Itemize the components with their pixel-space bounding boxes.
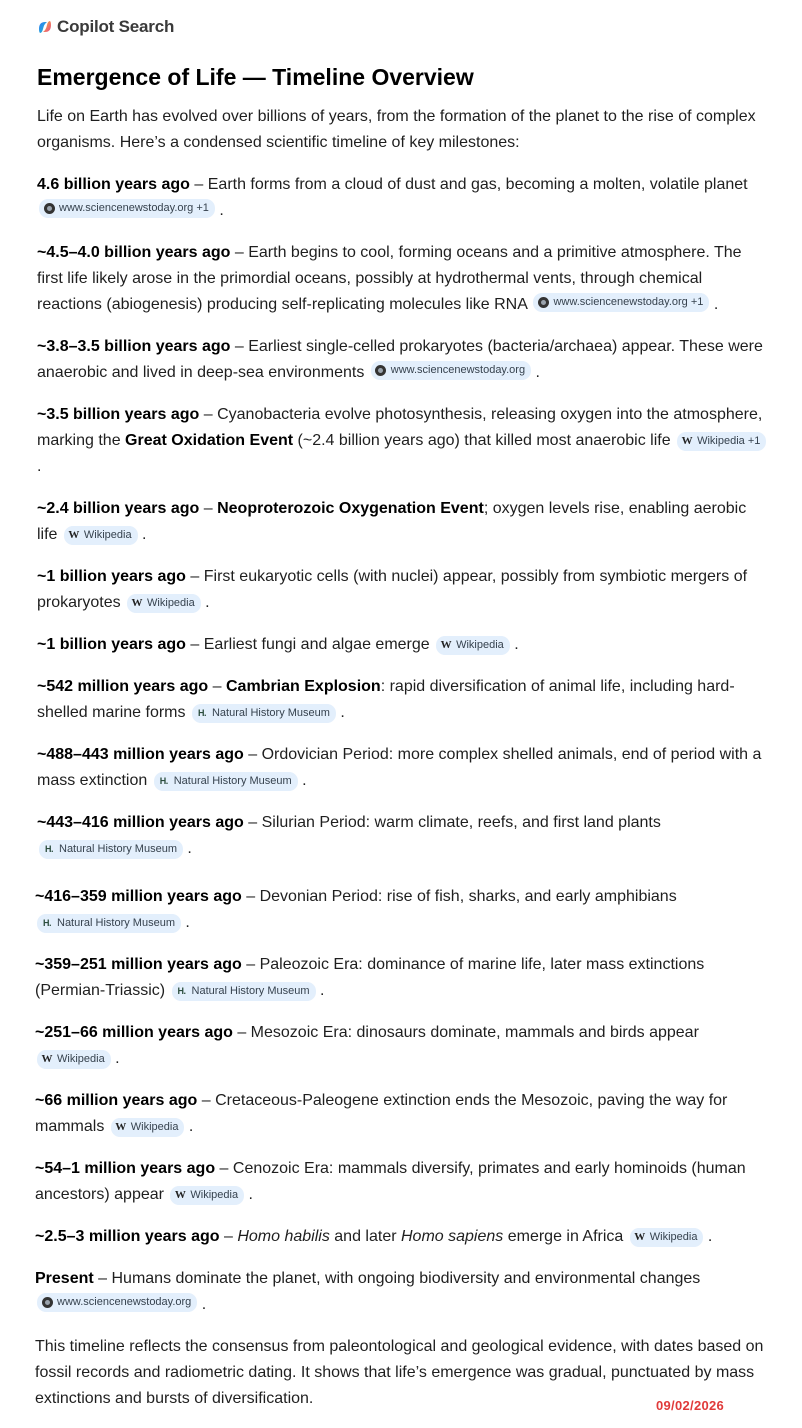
entry-time: ~359–251 million years ago: [35, 956, 242, 973]
wikipedia-icon: W: [440, 639, 452, 651]
citation-label: Wikipedia +1: [697, 435, 761, 447]
entry-text: .: [509, 636, 519, 653]
timeline-entry: [37, 496, 767, 548]
wikipedia-icon: W: [131, 597, 143, 609]
entry-text: ; oxygen levels rise, enabling aerobic life: [37, 500, 747, 543]
entry-time: ~488–443 million years ago: [37, 746, 244, 763]
entry-text: –: [208, 678, 226, 695]
entry-text: emerge in Africa: [503, 1228, 628, 1245]
citation-link[interactable]: [154, 772, 298, 791]
citation-label: Natural History Museum: [191, 985, 310, 997]
citation-link[interactable]: [39, 199, 215, 218]
entry-text: .: [184, 1118, 194, 1135]
citation-link[interactable]: [127, 594, 201, 613]
entry-time: ~2.5–3 million years ago: [35, 1228, 220, 1245]
entry-text: – Earth begins to cool, forming oceans and a primitive atmosphere. The first life likely arose in the primordial oceans, possibly at hydrothermal vents, through chemical reactions (abiogenesis) producing self-replicating molecules like RNA: [37, 244, 742, 313]
entry-text: – Mesozoic Era: dinosaurs dominate, mammals and birds appear: [232, 1024, 699, 1041]
entry-text: .: [182, 840, 192, 857]
entry-text: .: [315, 982, 325, 999]
timeline-entry: [37, 240, 767, 318]
sciencenews-icon: [375, 365, 387, 377]
date-stamp: 09/02/2026: [656, 1398, 725, 1413]
entry-text: and later: [329, 1228, 401, 1245]
timeline-entry: [37, 674, 767, 726]
citation-label: Wikipedia: [649, 1231, 698, 1243]
citation-label: Natural History Museum: [173, 775, 292, 787]
timeline-entry: [35, 952, 765, 1004]
entry-emphasis: Cambrian Explosion: [226, 678, 381, 695]
entry-text: (~2.4 billion years ago) that killed most anaerobic life: [293, 432, 676, 449]
entry-time: ~54–1 million years ago: [35, 1160, 216, 1177]
entry-emphasis: Neoproterozoic Oxygenation Event: [217, 500, 484, 517]
entry-time: ~443–416 million years ago: [37, 814, 244, 831]
entry-text: .: [180, 914, 190, 931]
entry-text: .: [709, 296, 719, 313]
copilot-logo-icon: [37, 19, 53, 35]
citation-label: Wikipedia: [83, 529, 132, 541]
entry-text: .: [197, 1296, 207, 1313]
citation-label: Natural History Museum: [57, 917, 175, 929]
nhm-icon: H.: [43, 918, 51, 928]
wikipedia-icon: W: [634, 1231, 646, 1243]
citation-label: Wikipedia: [190, 1189, 239, 1201]
entry-time: ~542 million years ago: [37, 678, 209, 695]
entry-text: –: [219, 1228, 238, 1245]
citation-label: Wikipedia: [456, 639, 504, 651]
citation-label: www.sciencenewstoday.org: [390, 364, 526, 376]
timeline-entry: [37, 334, 767, 386]
citation-link[interactable]: [37, 1293, 197, 1312]
entry-text: .: [110, 1050, 120, 1067]
citation-label: Wikipedia: [57, 1053, 105, 1065]
entry-text: – Silurian Period: warm climate, reefs, and first land plants: [243, 814, 661, 831]
page-title: Emergence of Life — Timeline Overview: [37, 64, 474, 90]
citation-link[interactable]: [371, 361, 531, 380]
entry-time: ~2.4 billion years ago: [37, 500, 200, 517]
citation-label: Natural History Museum: [59, 843, 177, 855]
nhm-icon: H.: [159, 776, 168, 786]
citation-label: www.sciencenewstoday.org +1: [59, 202, 209, 214]
conclusion-paragraph: This timeline reflects the consensus from paleontological and geological evidence, with dates based on fossil records and radiometric dating. It shows that life’s emergence was gradual, punctuated by mass extinctions and bursts of diversification.: [35, 1338, 764, 1407]
entry-species-name: Homo habilis: [237, 1228, 330, 1245]
entry-text: – Cyanobacteria evolve photosynthesis, releasing oxygen into the atmosphere, marking the: [37, 406, 763, 449]
citation-link[interactable]: [630, 1228, 704, 1247]
wikipedia-icon: W: [41, 1053, 53, 1065]
citation-link[interactable]: [533, 293, 709, 312]
citation-link[interactable]: [172, 982, 316, 1001]
entry-time: ~251–66 million years ago: [35, 1024, 233, 1041]
citation-label: www.sciencenewstoday.org +1: [553, 296, 704, 308]
entry-text: – Earth forms from a cloud of dust and gas, becoming a molten, volatile planet: [189, 176, 748, 193]
timeline-entry: [37, 632, 767, 658]
entry-text: – Earliest single-celled prokaryotes (bacteria/archaea) appear. These were anaerobic and lived in deep-sea environments: [37, 338, 763, 381]
timeline-entry: [35, 1266, 765, 1318]
entry-text: – Ordovician Period: more complex shelled animals, end of period with a mass extinction: [37, 746, 762, 789]
entry-text: : rapid diversification of animal life, including hard-shelled marine forms: [37, 678, 735, 721]
citation-label: Natural History Museum: [211, 707, 330, 719]
entry-time: Present: [35, 1270, 94, 1287]
timeline-entry: [35, 1156, 765, 1208]
citation-link[interactable]: [39, 840, 183, 859]
citation-link[interactable]: [64, 526, 138, 545]
app-brand: Copilot Search: [57, 17, 175, 36]
citation-link[interactable]: [37, 1050, 111, 1069]
entry-text: – Devonian Period: rise of fish, sharks, and early amphibians: [241, 888, 677, 905]
entry-time: ~416–359 million years ago: [35, 888, 242, 905]
nhm-icon: H.: [177, 986, 186, 996]
entry-time: ~3.5 billion years ago: [37, 406, 200, 423]
citation-link[interactable]: [111, 1118, 185, 1137]
citation-link[interactable]: [192, 704, 336, 723]
citation-label: www.sciencenewstoday.org: [57, 1296, 192, 1308]
entry-text: .: [137, 526, 147, 543]
wikipedia-icon: W: [174, 1189, 186, 1201]
citation-link[interactable]: [677, 432, 766, 451]
entry-emphasis: Great Oxidation Event: [125, 432, 294, 449]
entry-text: – Cenozoic Era: mammals diversify, primates and early hominoids (human ancestors) appear: [35, 1160, 746, 1203]
entry-text: .: [214, 202, 224, 219]
timeline-entry: [35, 1224, 765, 1250]
entry-text: .: [200, 594, 210, 611]
sciencenews-icon: [537, 297, 549, 309]
citation-label: Wikipedia: [130, 1121, 179, 1133]
timeline-entry: [37, 810, 767, 862]
entry-time: 4.6 billion years ago: [37, 176, 190, 193]
entry-time: ~3.8–3.5 billion years ago: [37, 338, 231, 355]
intro-paragraph: Life on Earth has evolved over billions of years, from the formation of the planet to the rise of complex organisms. Here’s a condensed scientific timeline of key milestones:: [37, 108, 756, 151]
wikipedia-icon: W: [681, 435, 693, 447]
timeline-entry: [37, 742, 767, 794]
entry-text: – First eukaryotic cells (with nuclei) appear, possibly from symbiotic mergers of prokaryotes: [37, 568, 748, 611]
entry-text: .: [37, 458, 42, 475]
wikipedia-icon: W: [115, 1121, 127, 1133]
entry-time: ~1 billion years ago: [37, 636, 186, 653]
timeline-entry: [35, 1020, 765, 1072]
entry-text: – Paleozoic Era: dominance of marine life, later mass extinctions (Permian-Triassic): [35, 956, 705, 999]
timeline-entry: [37, 402, 767, 480]
entry-species-name: Homo sapiens: [400, 1228, 504, 1245]
citation-label: Wikipedia: [147, 597, 195, 609]
timeline-entry: [35, 1088, 765, 1140]
citation-link[interactable]: [436, 636, 510, 655]
timeline-entry: [37, 172, 767, 224]
sciencenews-icon: [41, 1297, 53, 1309]
entry-text: – Humans dominate the planet, with ongoing biodiversity and environmental changes: [93, 1270, 701, 1287]
entry-text: .: [703, 1228, 713, 1245]
citation-link[interactable]: [37, 914, 181, 933]
entry-time: ~66 million years ago: [35, 1092, 198, 1109]
entry-time: ~4.5–4.0 billion years ago: [37, 244, 231, 261]
citation-link[interactable]: [170, 1186, 244, 1205]
nhm-icon: H.: [45, 844, 53, 854]
entry-text: .: [335, 704, 345, 721]
entry-text: .: [297, 772, 307, 789]
timeline-entry: [37, 564, 767, 616]
sciencenews-icon: [43, 203, 55, 215]
entry-text: – Earliest fungi and algae emerge: [185, 636, 435, 653]
entry-text: –: [199, 500, 218, 517]
entry-text: .: [244, 1186, 253, 1203]
entry-text: – Cretaceous-Paleogene extinction ends the Mesozoic, paving the way for mammals: [35, 1092, 728, 1135]
nhm-icon: H.: [197, 708, 206, 718]
wikipedia-icon: W: [68, 529, 80, 541]
entry-text: .: [531, 364, 540, 381]
timeline-entry: [35, 884, 765, 936]
entry-time: ~1 billion years ago: [37, 568, 186, 585]
app-header: [37, 17, 174, 37]
